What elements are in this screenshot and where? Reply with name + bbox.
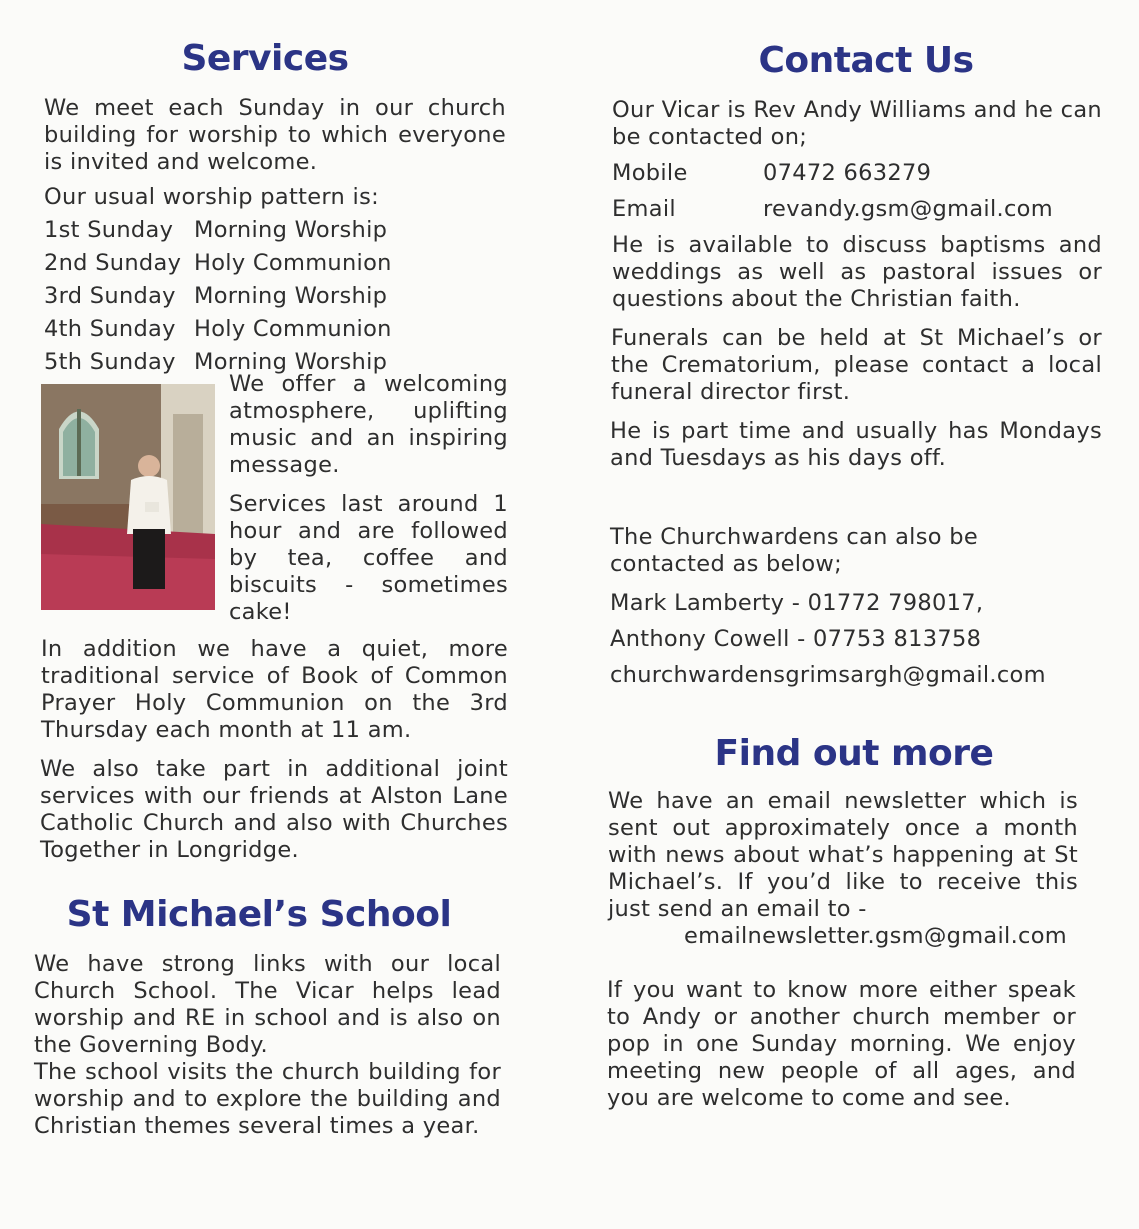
right-column bbox=[604, 0, 1102, 1112]
wardens-email-row bbox=[604, 662, 1102, 689]
schedule-service: Morning Worship bbox=[194, 283, 388, 309]
schedule-row bbox=[44, 283, 508, 310]
welcome-text: We offer a welcoming atmosphere, uplifting music and an inspiring message. bbox=[229, 371, 508, 478]
schedule-service: Morning Worship bbox=[194, 217, 388, 243]
mobile-label: Mobile bbox=[612, 160, 688, 186]
warden-2: Anthony Cowell - 07753 813758 bbox=[610, 626, 982, 652]
school-heading: St Michael’s School bbox=[66, 894, 452, 935]
vicar-email[interactable]: revandy.gsm@gmail.com bbox=[763, 196, 1053, 222]
school-links-text: We have strong links with our local Church School. The Vicar helps lead worship and RE in school and is also on the Governing Body. bbox=[34, 951, 501, 1058]
school-visits-text: The school visits the church building for worship and to explore the building and Christian themes several times a year. bbox=[34, 1059, 501, 1139]
schedule-day: 3rd Sunday bbox=[44, 283, 176, 309]
services-heading: Services bbox=[181, 38, 349, 79]
mobile-row bbox=[604, 160, 1102, 187]
warden-row bbox=[604, 590, 1102, 617]
duration-text: Services last around 1 hour and are followed by tea, coffee and biscuits - sometimes cake! bbox=[229, 491, 508, 625]
warden-1: Mark Lamberty - 01772 798017, bbox=[610, 590, 984, 616]
schedule-row bbox=[44, 250, 508, 277]
schedule-row bbox=[44, 316, 508, 343]
pattern-intro: Our usual worship pattern is: bbox=[44, 184, 379, 210]
newsletter-text: We have an email newsletter which is sent out approximately once a month with news about what’s happening at St Michael’s. If you’d like to receive this just send an email to - bbox=[608, 788, 1078, 922]
part-time-text: He is part time and usually has Mondays and Tuesdays as his days off. bbox=[610, 418, 1102, 471]
available-text: He is available to discuss baptisms and weddings as well as pastoral issues or questions about the Christian faith. bbox=[612, 232, 1102, 312]
wardens-email[interactable]: churchwardensgrimsargh@gmail.com bbox=[610, 662, 1046, 688]
schedule-row bbox=[44, 217, 508, 244]
email-row bbox=[604, 196, 1102, 223]
vicar-photo bbox=[41, 384, 215, 610]
left-column bbox=[34, 0, 508, 1140]
funerals-text: Funerals can be held at St Michael’s or the Crematorium, please contact a local funeral director first. bbox=[611, 325, 1102, 405]
schedule-day: 5th Sunday bbox=[44, 349, 176, 375]
bcp-text: In addition we have a quiet, more traditional service of Book of Common Prayer Holy Communion on the 3rd Thursday each month at 11 am. bbox=[41, 636, 508, 743]
vicar-text: Our Vicar is Rev Andy Williams and he can be contacted on; bbox=[612, 97, 1102, 150]
warden-row bbox=[604, 626, 1102, 653]
schedule-service: Morning Worship bbox=[194, 349, 388, 375]
newsletter-email[interactable]: emailnewsletter.gsm@gmail.com bbox=[684, 923, 1068, 949]
find-out-more-text: If you want to know more either speak to Andy or another church member or pop in one Sunday morning. We enjoy meeting new people of all ages, and you are welcome to come and see. bbox=[607, 977, 1076, 1111]
email-label: Email bbox=[612, 196, 676, 222]
schedule-day: 2nd Sunday bbox=[44, 250, 182, 276]
contact-heading: Contact Us bbox=[758, 40, 974, 81]
mobile-number[interactable]: 07472 663279 bbox=[763, 160, 932, 186]
joint-services-text: We also take part in additional joint services with our friends at Alston Lane Catholic Church and also with Churches Together in Longridge. bbox=[40, 756, 508, 863]
find-out-heading: Find out more bbox=[714, 733, 994, 774]
photo-text bbox=[229, 371, 508, 626]
schedule-day: 4th Sunday bbox=[44, 316, 176, 342]
wardens-intro: The Churchwardens can also be contacted as below; bbox=[610, 524, 978, 577]
worship-schedule bbox=[34, 217, 508, 376]
services-intro: We meet each Sunday in our church building for worship to which everyone is invited and welcome. bbox=[44, 95, 506, 175]
photo-section bbox=[34, 371, 508, 626]
schedule-service: Holy Communion bbox=[194, 250, 392, 276]
schedule-day: 1st Sunday bbox=[44, 217, 174, 243]
schedule-service: Holy Communion bbox=[194, 316, 392, 342]
